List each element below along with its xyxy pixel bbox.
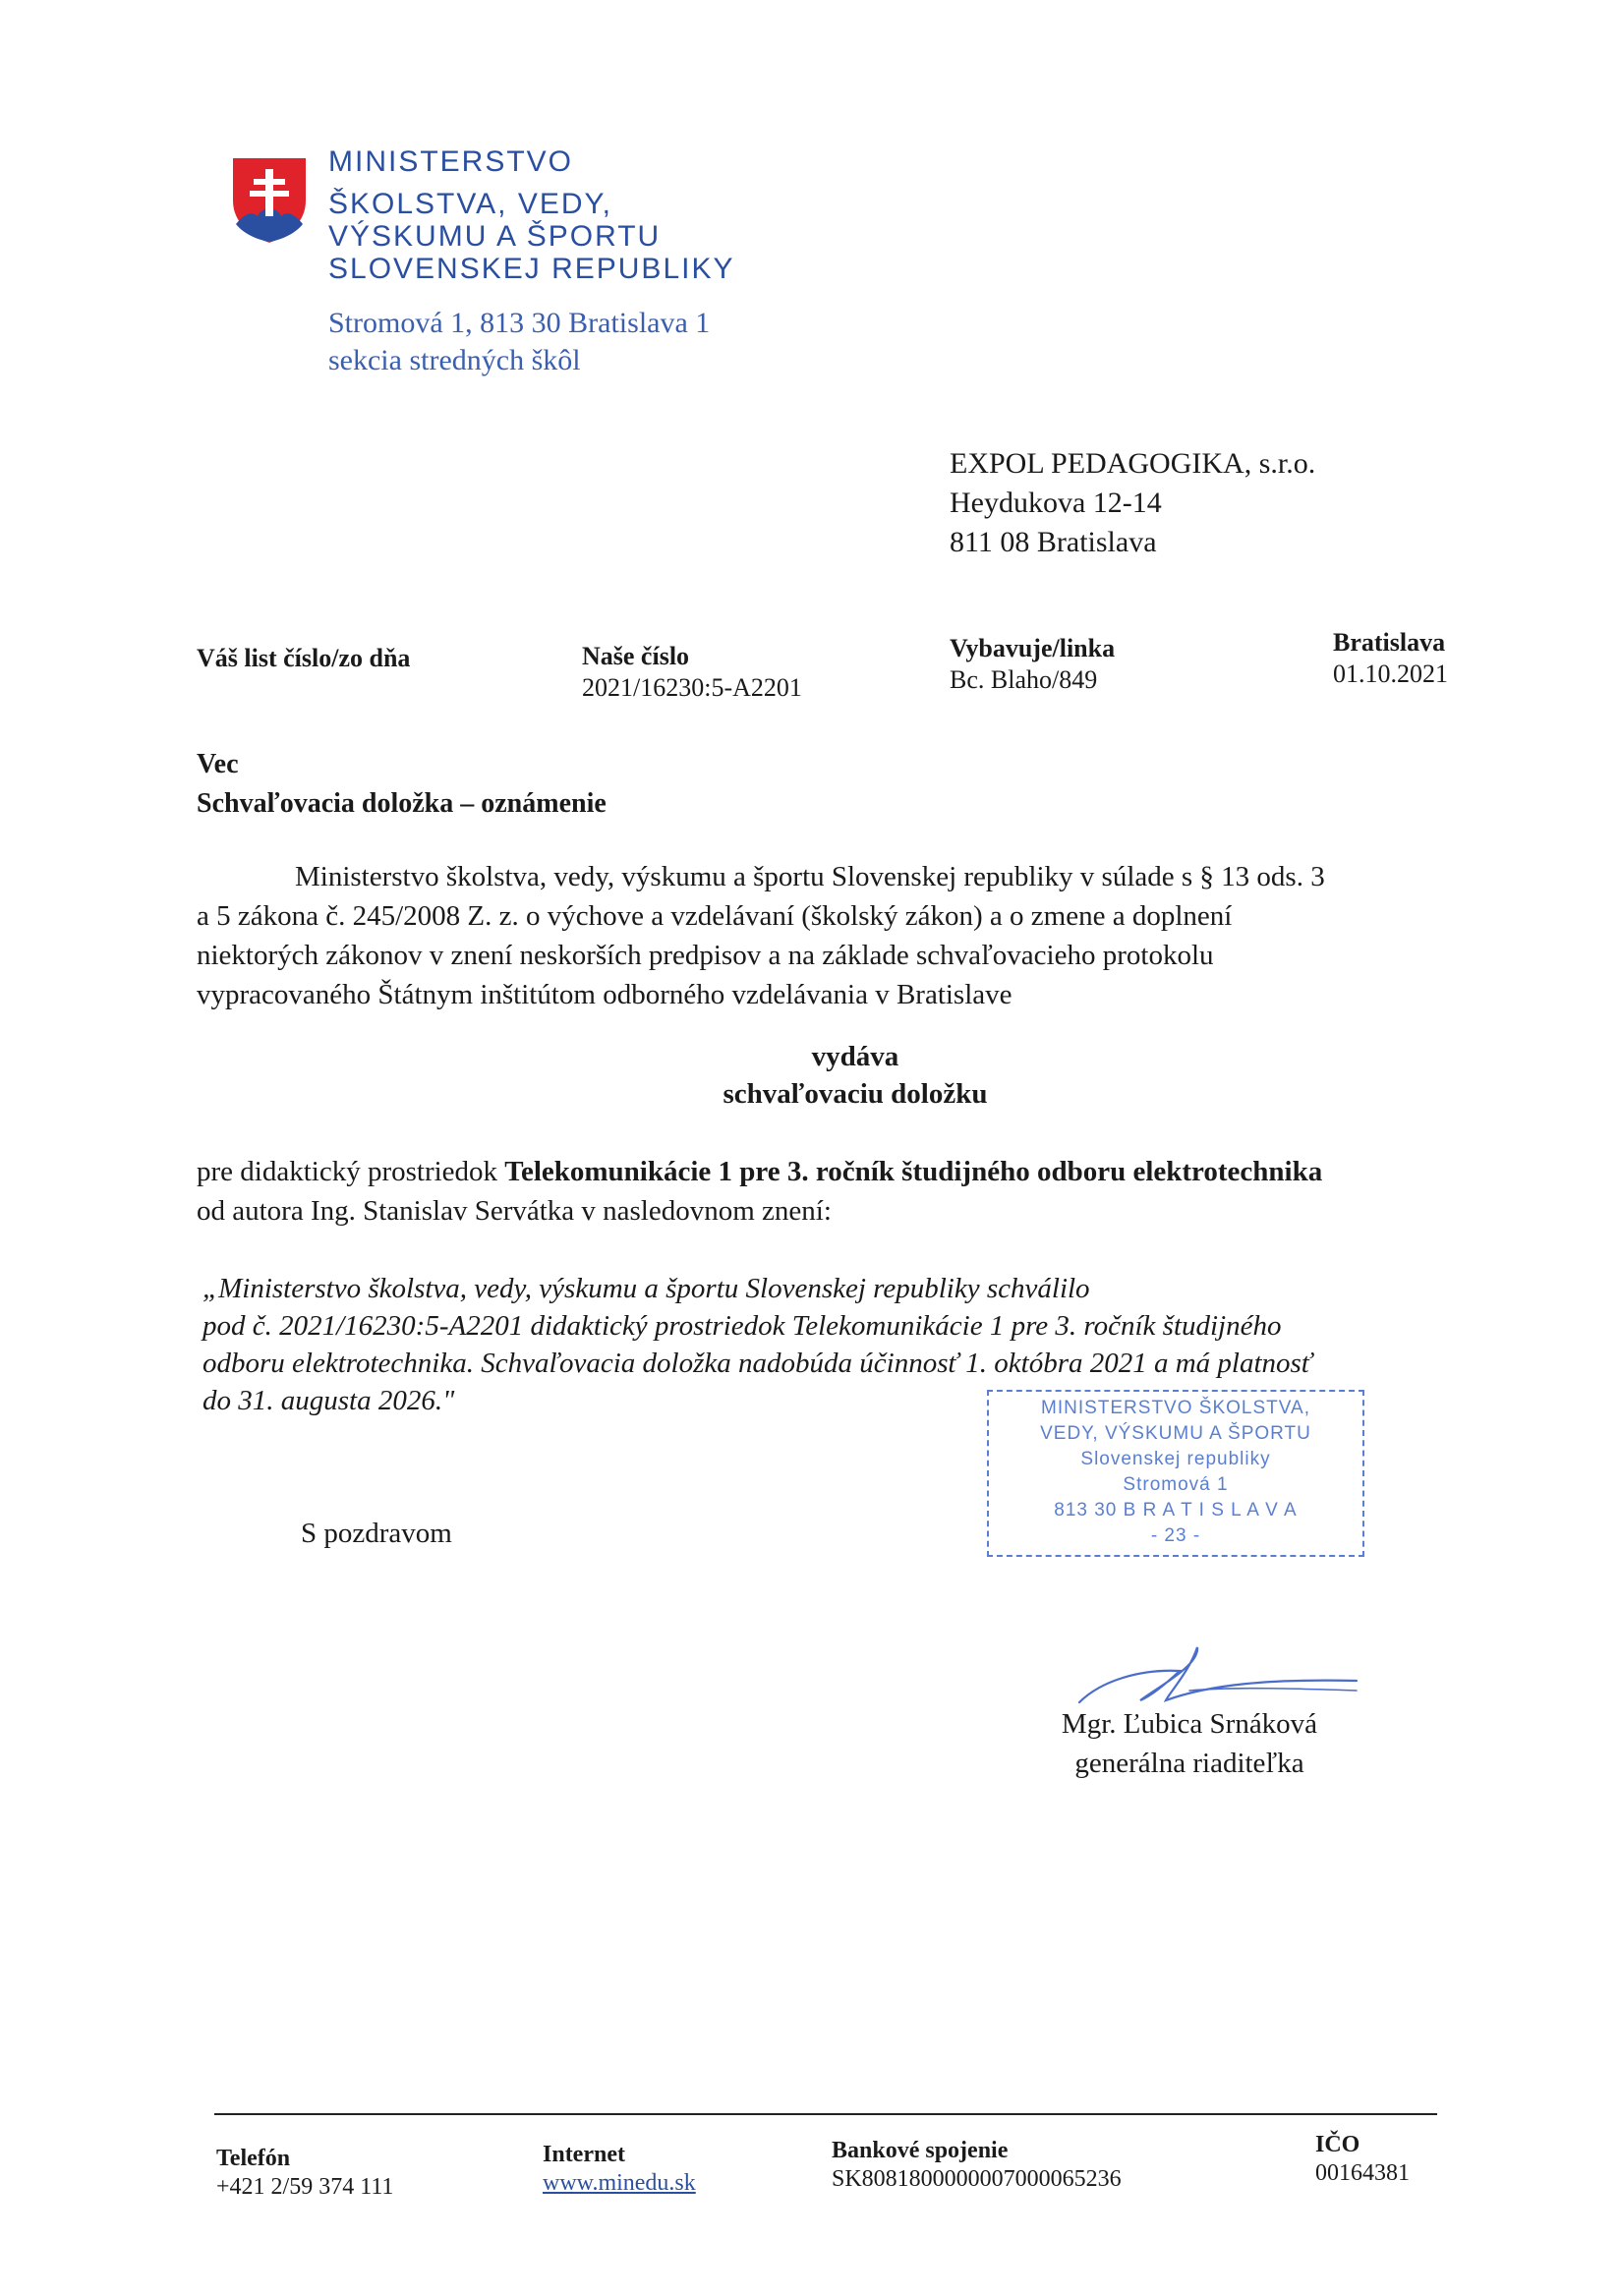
ministry-line: SLOVENSKEJ REPUBLIKY: [328, 253, 735, 285]
intro-line: a 5 zákona č. 245/2008 Z. z. o výchove a vzdelávaní (školský zákon) a o zmene a doplnení: [197, 900, 1233, 932]
official-stamp: [987, 1390, 1364, 1557]
phone-value: +421 2/59 374 111: [216, 2174, 394, 2200]
didactic-aid-block: [197, 1152, 1533, 1231]
footer-bank: [832, 2137, 1122, 2194]
stamp-line: VEDY, VÝSKUMU A ŠPORTU: [1040, 1423, 1311, 1444]
stamp-line: MINISTERSTVO ŠKOLSTVA,: [1041, 1398, 1310, 1418]
place-label: Bratislava: [1333, 628, 1446, 657]
recipient-city: 811 08 Bratislava: [950, 526, 1157, 558]
our-number: 2021/16230:5-A2201: [582, 673, 802, 702]
signer-title: generálna riaditeľka: [1074, 1748, 1304, 1779]
quote-line: odboru elektrotechnika. Schvaľovacia doložka nadobúda účinnosť 1. októbra 2021 a má platnosť: [202, 1348, 1312, 1379]
your-letter-label: Váš list číslo/zo dňa: [197, 644, 411, 672]
signer-name: Mgr. Ľubica Srnáková: [1061, 1708, 1318, 1740]
ministry-name: [328, 145, 734, 285]
author-line: od autora Ing. Stanislav Servátka v nasledovnom znení:: [197, 1195, 832, 1227]
stamp-line: 813 30 B R A T I S L A V A: [1054, 1500, 1298, 1521]
recipient-address: [950, 444, 1315, 562]
intro-line: niektorých zákonov v znení neskorších predpisov a na základe schvaľovacieho protokolu: [197, 940, 1214, 971]
issues-block: [197, 1038, 1514, 1113]
quote-line: „Ministerstvo školstva, vedy, výskumu a športu Slovenskej republiky schválilo: [202, 1273, 1090, 1304]
bank-account: SK8081800000007000065236: [832, 2166, 1122, 2192]
intro-paragraph: [197, 857, 1514, 1014]
our-number-block: [582, 641, 802, 704]
didactic-aid-line: [197, 1152, 1533, 1191]
letter-date: 01.10.2021: [1333, 660, 1448, 688]
quote-line: pod č. 2021/16230:5-A2201 didaktický prostriedok Telekomunikácie 1 pre 3. ročník študijného: [202, 1310, 1282, 1342]
date-block: [1333, 627, 1448, 690]
didactic-aid-prefix: pre didaktický prostriedok: [197, 1156, 505, 1187]
ministry-line: MINISTERSTVO: [328, 145, 574, 178]
quote-line: do 31. augusta 2026.": [202, 1385, 455, 1416]
issues-object: schvaľovaciu doložku: [723, 1078, 988, 1110]
phone-label: Telefón: [216, 2146, 291, 2171]
stamp-line: Stromová 1: [1123, 1474, 1229, 1495]
footer-ico: [1315, 2131, 1410, 2188]
ministry-line: VÝSKUMU A ŠPORTU: [328, 220, 662, 253]
ico-label: IČO: [1315, 2132, 1360, 2157]
handled-by-block: [950, 633, 1115, 696]
internet-label: Internet: [543, 2142, 625, 2167]
recipient-street: Heydukova 12-14: [950, 487, 1162, 519]
stamp-line: - 23 -: [1150, 1525, 1201, 1546]
handled-by: Bc. Blaho/849: [950, 665, 1098, 694]
slovak-coat-of-arms-icon: [230, 155, 309, 246]
intro-line: Ministerstvo školstva, vedy, výskumu a športu Slovenskej republiky v súlade s § 13 ods. 3: [295, 861, 1325, 892]
ministry-address: Stromová 1, 813 30 Bratislava 1: [328, 307, 711, 339]
footer-divider: [214, 2113, 1437, 2115]
ico-value: 00164381: [1315, 2160, 1410, 2186]
ministry-address-block: [328, 305, 710, 379]
website-link[interactable]: www.minedu.sk: [543, 2170, 696, 2196]
subject-title: Schvaľovacia doložka – oznámenie: [197, 788, 607, 819]
footer-phone: [216, 2145, 393, 2202]
didactic-aid-title: Telekomunikácie 1 pre 3. ročník študijného odboru elektrotechnika: [504, 1156, 1323, 1187]
ministry-line: ŠKOLSTVA, VEDY,: [328, 188, 612, 220]
subject-label: Vec: [197, 749, 239, 779]
issues-verb: vydáva: [811, 1041, 899, 1072]
handled-by-label: Vybavuje/linka: [950, 634, 1116, 662]
bank-label: Bankové spojenie: [832, 2138, 1009, 2163]
ministry-section: sekcia stredných škôl: [328, 344, 581, 376]
recipient-name: EXPOL PEDAGOGIKA, s.r.o.: [950, 447, 1316, 480]
our-number-label: Naše číslo: [582, 642, 690, 670]
footer-internet: [543, 2141, 696, 2198]
stamp-line: Slovenskej republiky: [1080, 1449, 1271, 1469]
intro-line: vypracovaného Štátnym inštitútom odborného vzdelávania v Bratislave: [197, 979, 1012, 1010]
greeting: S pozdravom: [301, 1518, 452, 1549]
signer-block: [1032, 1704, 1347, 1783]
